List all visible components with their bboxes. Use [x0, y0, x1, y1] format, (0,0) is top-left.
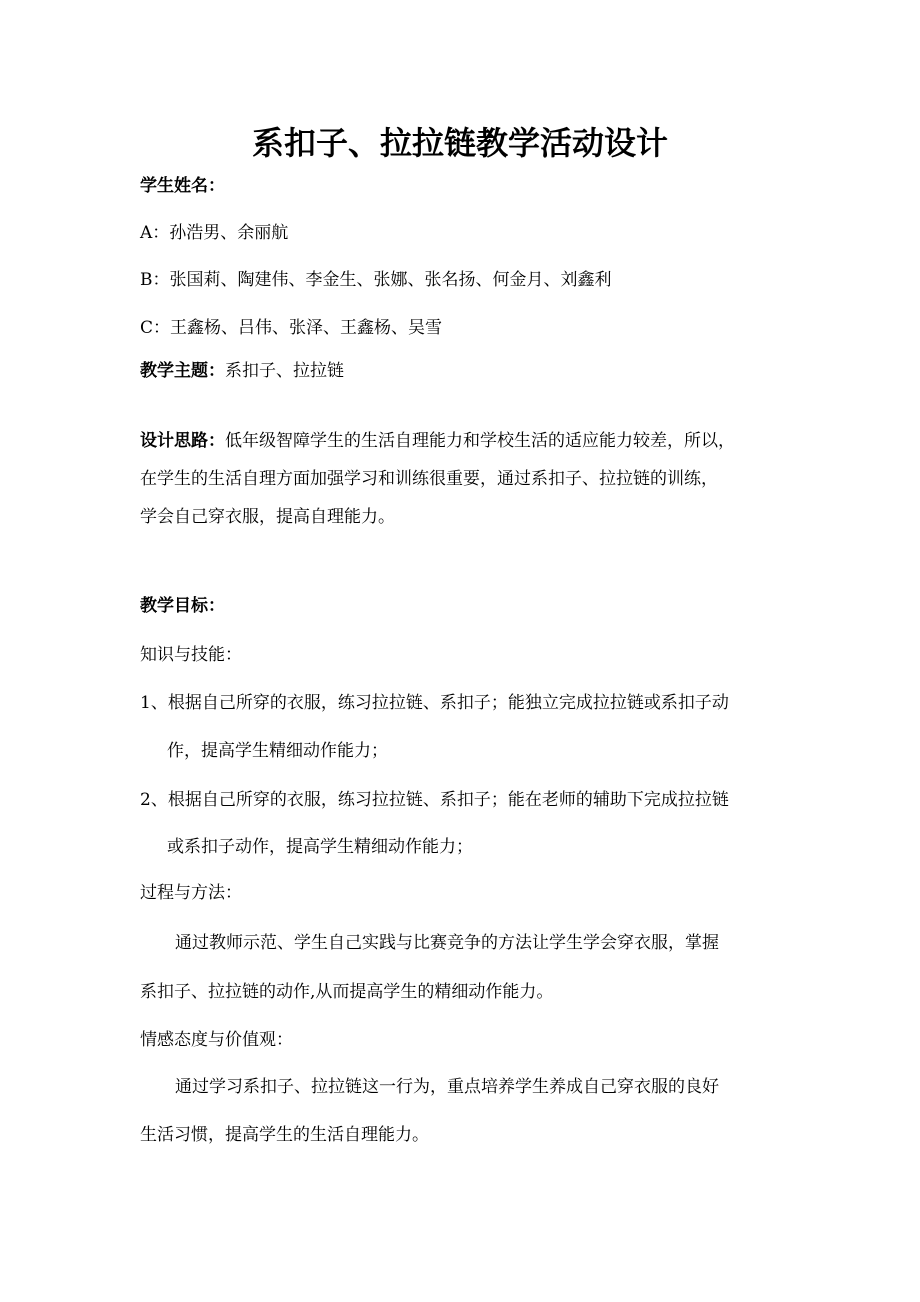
- goals-label: 教学目标：: [140, 596, 225, 616]
- knowledge-item-1-cont: 作，提高学生精细动作能力；: [167, 741, 388, 761]
- students-group-c: C：王鑫杨、吕伟、张泽、王鑫杨、吴雪: [140, 318, 443, 338]
- students-label: 学生姓名：: [140, 176, 225, 196]
- theme-value: 系扣子、拉拉链: [225, 361, 344, 381]
- students-group-b: B：张国莉、陶建伟、李金生、张娜、张名扬、何金月、刘鑫利: [140, 270, 612, 290]
- students-group-a: A：孙浩男、余丽航: [140, 223, 289, 243]
- theme-label: 教学主题：: [140, 361, 225, 381]
- emotion-label: 情感态度与价值观：: [140, 1030, 293, 1050]
- design-label: 设计思路：: [140, 431, 225, 451]
- process-label: 过程与方法：: [140, 883, 242, 903]
- knowledge-item-1: 1、根据自己所穿的衣服，练习拉拉链、系扣子；能独立完成拉拉链或系扣子动: [140, 693, 729, 713]
- document-title: 系扣子、拉拉链教学活动设计: [251, 124, 668, 162]
- emotion-line-2: 生活习惯，提高学生的生活自理能力。: [140, 1125, 429, 1145]
- emotion-line-1: 通过学习系扣子、拉拉链这一行为，重点培养学生养成自己穿衣服的良好: [175, 1077, 719, 1097]
- process-line-2: 系扣子、拉拉链的动作,从而提高学生的精细动作能力。: [140, 982, 554, 1002]
- knowledge-label: 知识与技能：: [140, 645, 242, 665]
- teaching-theme: [140, 361, 344, 381]
- knowledge-item-2: 2、根据自己所穿的衣服，练习拉拉链、系扣子；能在老师的辅助下完成拉拉链: [140, 790, 729, 810]
- design-text: 低年级智障学生的生活自理能力和学校生活的适应能力较差，所以，: [225, 431, 735, 451]
- design-line-1: [140, 431, 735, 451]
- knowledge-item-2-cont: 或系扣子动作，提高学生精细动作能力；: [167, 837, 473, 857]
- design-line-3: 学会自己穿衣服，提高自理能力。: [140, 507, 395, 527]
- process-line-1: 通过教师示范、学生自己实践与比赛竞争的方法让学生学会穿衣服，掌握: [175, 933, 719, 953]
- design-line-2: 在学生的生活自理方面加强学习和训练很重要，通过系扣子、拉拉链的训练，: [140, 469, 718, 489]
